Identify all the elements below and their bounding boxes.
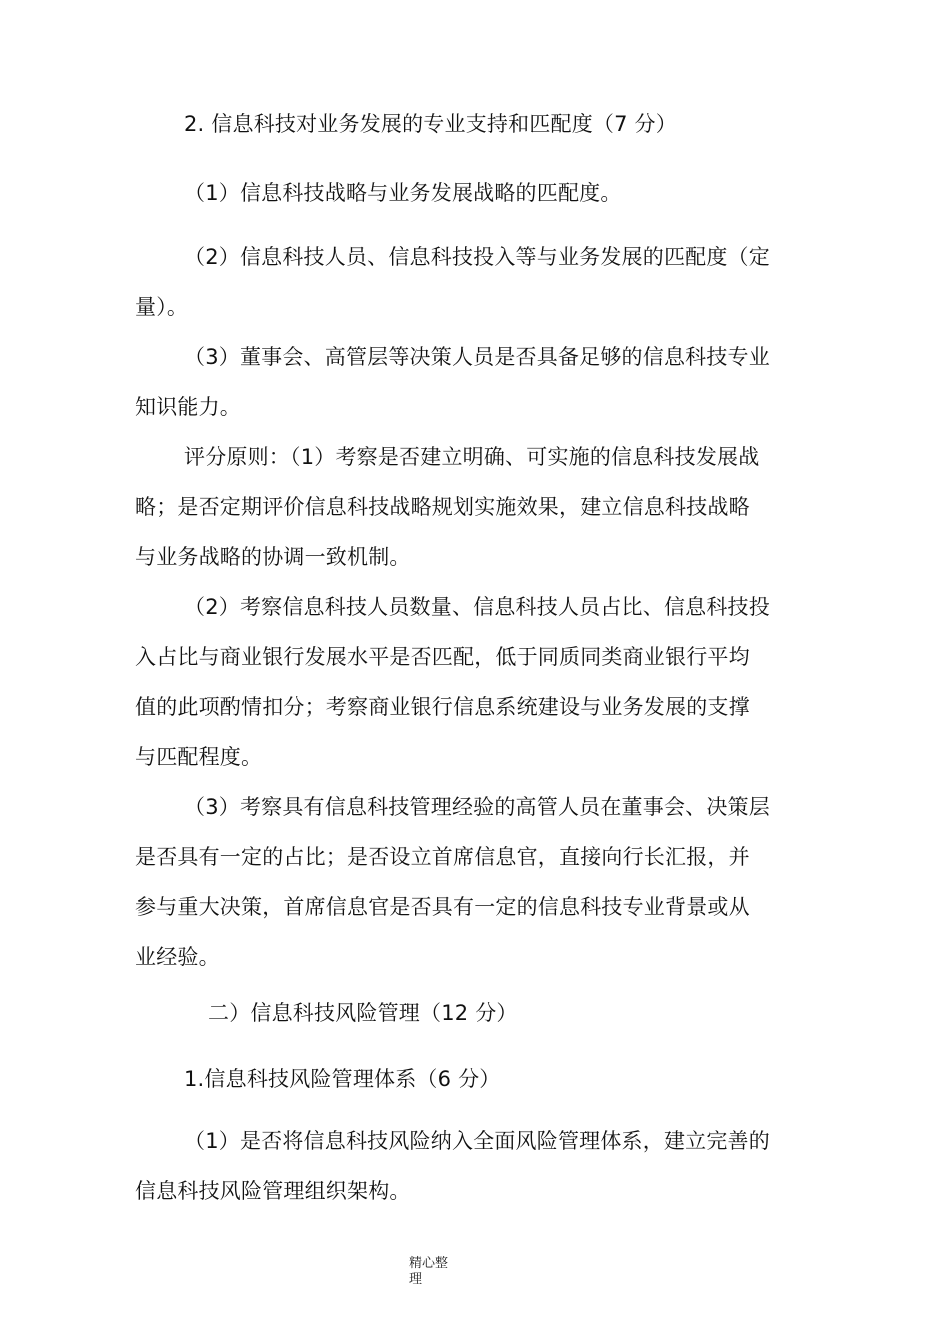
scoring-3-line-2: 是否具有一定的占比；是否设立首席信息官，直接向行长汇报，并 [135, 845, 750, 869]
subsection-1-item-1-line-2: 信息科技风险管理组织架构。 [135, 1179, 411, 1203]
section-heading: 2. 信息科技对业务发展的专业支持和匹配度（7 分） [184, 112, 677, 136]
footer-line-2: 理 [409, 1272, 423, 1287]
scoring-principle-line-1: 评分原则：（1）考察是否建立明确、可实施的信息科技发展战 [184, 445, 760, 469]
scoring-2-line-1: （2）考察信息科技人员数量、信息科技人员占比、信息科技投 [184, 595, 770, 619]
item-3-line-2: 知识能力。 [135, 395, 241, 419]
scoring-3-line-3: 参与重大决策，首席信息官是否具有一定的信息科技专业背景或从 [135, 895, 750, 919]
scoring-principle-line-2: 略；是否定期评价信息科技战略规划实施效果，建立信息科技战略 [135, 495, 750, 519]
item-2-line-2: 量）。 [135, 295, 189, 319]
scoring-3-line-4: 业经验。 [135, 945, 220, 969]
scoring-2-line-3: 值的此项酌情扣分；考察商业银行信息系统建设与业务发展的支撑 [135, 695, 750, 719]
scoring-2-line-2: 入占比与商业银行发展水平是否匹配，低于同质同类商业银行平均 [135, 645, 750, 669]
item-2-line-1: （2）信息科技人员、信息科技投入等与业务发展的匹配度（定 [184, 245, 770, 269]
subsection-1-item-1-line-1: （1）是否将信息科技风险纳入全面风险管理体系，建立完善的 [184, 1129, 770, 1153]
footer-line-1: 精心整 [409, 1256, 449, 1271]
item-3-line-1: （3）董事会、高管层等决策人员是否具备足够的信息科技专业 [184, 345, 770, 369]
scoring-3-line-1: （3）考察具有信息科技管理经验的高管人员在董事会、决策层 [184, 795, 770, 819]
scoring-principle-line-3: 与业务战略的协调一致机制。 [135, 545, 411, 569]
page-footer [409, 1256, 469, 1288]
section-2-heading: 二）信息科技风险管理（12 分） [208, 1001, 518, 1025]
subsection-1-heading: 1.信息科技风险管理体系（6 分） [184, 1067, 501, 1091]
scoring-2-line-4: 与匹配程度。 [135, 745, 263, 769]
item-1: （1）信息科技战略与业务发展战略的匹配度。 [184, 181, 622, 205]
